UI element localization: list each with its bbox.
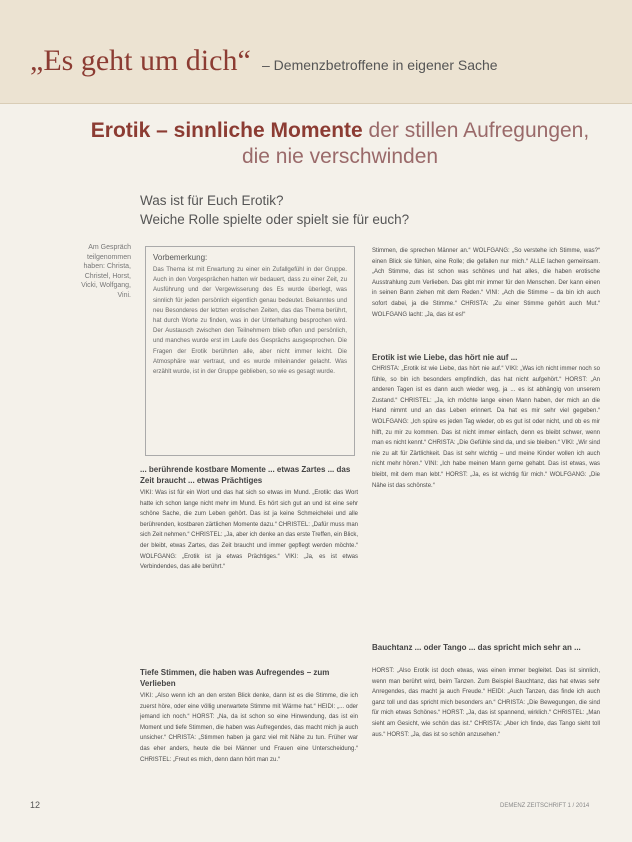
title-part-c: die nie verschwinden (241, 145, 439, 168)
title-part-b: der stillen Aufregungen, (362, 119, 590, 142)
article-title (80, 118, 600, 170)
footer-text: DEMENZ ZEITSCHRIFT 1 / 2014 (500, 803, 590, 809)
sidebar-note: Am Gespräch teilgenommen haben: Christa, Christel, Horst, Vicki, Wolfgang, Vini. (81, 244, 131, 299)
page-number: 12 (30, 800, 41, 810)
question-1: Was ist für Euch Erotik? (140, 193, 284, 208)
section-text-4: HORST: „Also Erotik ist doch etwas, was einen immer begleitet. Das ist sinnlich, wenn man berührt wird, beim Tanzen. Zum Beispiel Bauchtanz, das hat etwas sehr Anregendes, das macht ja auch Freude.“ HEIDI: „Auch Tanzen, das finde ich auch ganz toll und das spricht mich besonders an.“ CHRISTA: „Die Bewegungen, die sind für mich etwas Schönes.“ HORST: „Ja, das ist spannend, wirklich.“ CHRISTEL: „Man sieht am Gesicht, wie schön das ist.“ CHRISTA: „Aber ich finde, das Tango sieht toll aus.“ HORST: „Ja, das ist so schön anzusehen.“ (372, 668, 600, 738)
preface-title: Vorbemerkung: (153, 253, 208, 262)
section-heading-4: Bauchtanz ... oder Tango ... das spricht mich sehr an ... (372, 643, 581, 652)
title-part-a: Erotik – sinnliche Momente (90, 119, 363, 142)
column-2-continuation: Stimmen, die sprechen Männer an.“ WOLFGANG: „So verstehe ich Stimme, was?“ einen Blick sie fühlen, eine Rolle; die gefallen nur mich.“ ALLE lachen gemeinsam. „Ach Stimme, das ist schon was schönes und hat alles, die haben erotische Ausstrahlung zum Verlieben. Das gibt mir immer für den Menschen. Der kann einen in seinen Bann ziehen mit dem Reden.“ VINI: „Ach die Stimme – da bin ich auch sofort dabei, ja die Stimme.“ CHRISTA: „Zu einer Stimme gehört auch Mut.“ WOLFGANG lacht: „Ja, das ist es!“ (372, 248, 600, 318)
section-heading-1: ... berührende kostbare Momente ... etwas Zartes ... das Zeit braucht ... etwas Prächtiges (140, 465, 351, 485)
section-text-2: VIKI: „Also wenn ich an den ersten Blick denke, dann ist es die Stimme, die ich zuerst höre, oder eine völlig unerwartete Stimme mit Wärme hat.“ HEIDI: „... oder jemand ich noch.“ HORST: „Na, da ist schon so eine Hinwendung, das ist ein Moment und tiefe Stimmen, die haben was Aufregendes, das macht mich ja auch unsicher.“ CHRISTA: „Stimmen haben ja ganz viel mit Nähe zu tun. Früher war das eher anders, heute die bei Männer und Frauen eine Unterscheidung.“ CHRISTEL: „Freut es mich, denn dann hört man zu.“ (140, 693, 358, 763)
preface-box (145, 246, 355, 456)
section-heading-3: Erotik ist wie Liebe, das hört nie auf ... (372, 353, 518, 362)
header-subtitle: – Demenzbetroffene in eigener Sache (262, 57, 498, 73)
header-quote: „Es geht um dich“ (30, 44, 251, 77)
section-text-3: CHRISTA: „Erotik ist wie Liebe, das hört nie auf.“ VIKI: „Was ich nicht immer noch so fühle, so bin ich besonders empfindlich, das hat nicht aufgehört.“ HORST: „An anderen Tagen ist es dann auch wieder weg, ja ... es ist abhängig von unserem Zustand.“ CHRISTEL: „Ja, ich möchte lange einen Mann haben, der mich an die Hand nimmt und an das Leben erinnert. Da hat es mir sehr viel gegeben.“ WOLFGANG: „Ich spüre es jeden Tag wieder, ob es gut ist oder nicht, und ob es mir hilft, zu mir zu kommen. Das ist nicht immer einfach, denn es bleibt schwer, wenn man es nicht kennt.“ CHRISTA: „Die Gefühle sind da, und sie bleiben.“ VIKI: „Wir sind nie zu alt für Zärtlichkeit. Das ist sehr wichtig – und meine Kinder wollen ich auch nicht mehr hören.“ VINI: „Ich habe meinen Mann gerne gehabt. Das ist etwas, was bleibt, mit dem man lebt.“ HORST: „Ja, es ist wichtig für mich.“ WOLFGANG: „Die Nähe ist das schönste.“ (372, 366, 600, 489)
question-2: Weiche Rolle spielte oder spielt sie für euch? (140, 212, 410, 227)
section-heading-2: Tiefe Stimmen, die haben was Aufregendes – zum Verlieben (140, 668, 330, 688)
section-text-1: VIKI: Was ist für ein Wort und das hat sich so etwas im Mund. „Erotik: das Wort hatte ich schon lange nicht mehr im Mund. Es hört sich gut an und ist eine sehr schöne Sache, die zum Leben gehört. Das ist ja keine Schmeichelei und alle berührenden, kostbaren zärtlichen Momente dazu.“ CHRISTEL: „Dafür muss man sich Zeit nehmen.“ CHRISTEL: „Ja, aber ich denke an das erste Treffen, ein Blick, der bleibt, etwas Zartes, das Zeit braucht und immer gepflegt werden möchte.“ WOLFGANG: „Erotik ist ja etwas Prächtiges.“ VIKI: „Ja, es ist etwas Verbindendes, das alle berührt.“ (140, 490, 358, 571)
preface-text: Das Thema ist mit Erwartung zu einer ein Zufallgefühl in der Gruppe. Auch in den Vorgesprächen hatten wir bedauert, dass zu einer Zeit, zu Ausführung und der Vergewisserung des Es wurde überlegt, was sinnlich für jeden persönlich eigentlich genau bedeutet. Bekanntes und neu Besonderes der letzten erotischen Zeiten, das das Thema berührt, hat durch Worte zu finden, was in der Unterhaltung besprochen wird. Der Austausch zwischen den Teilnehmern blieb offen und persönlich, und manches wurde erst im Laufe des Gesprächs ausgesprochen. Die Fragen der Erotik berührten alle, aber nicht immer leicht. Die Atmosphäre war vertraut, und es wurde miteinander gelacht. Was erzählt wurde, ist in der Gruppe geblieben, so wie es gesagt wurde. (153, 266, 347, 376)
